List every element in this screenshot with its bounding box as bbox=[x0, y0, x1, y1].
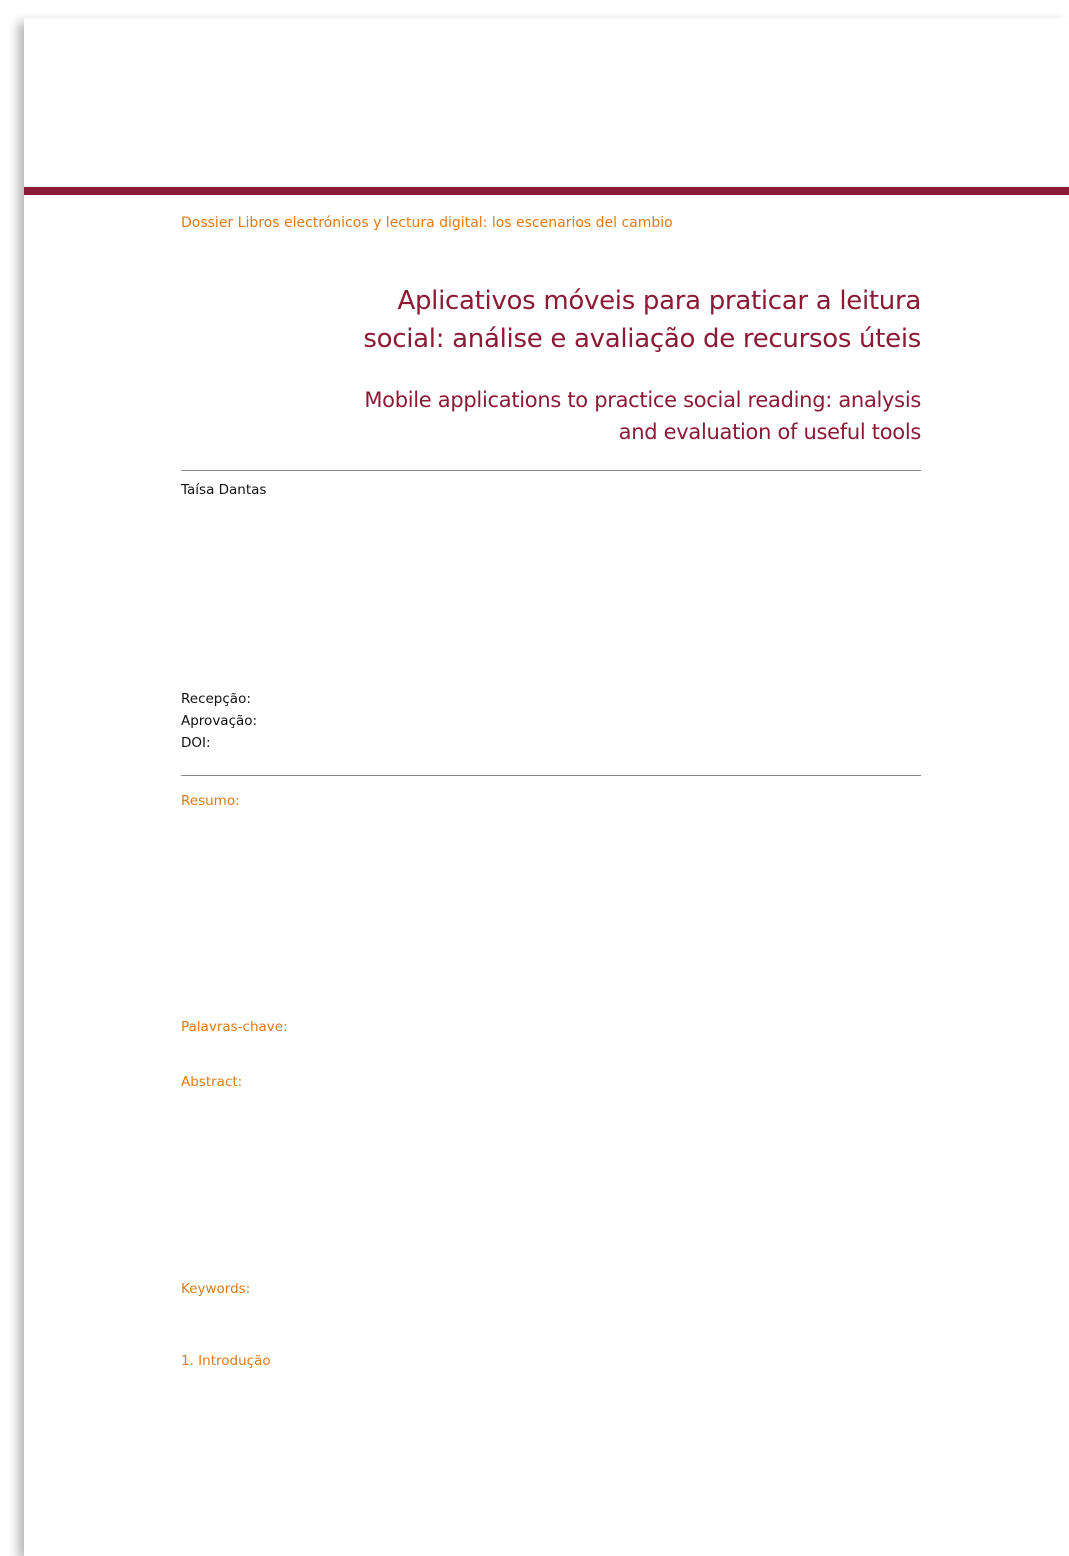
introduction-heading: 1. Introdução bbox=[181, 1353, 271, 1369]
author-name: Taísa Dantas bbox=[181, 482, 267, 498]
approval-label: Aprovação: bbox=[181, 713, 258, 729]
abstract-heading: Abstract: bbox=[181, 1074, 243, 1090]
reception-label: Recepção: bbox=[181, 691, 251, 707]
divider-top bbox=[181, 470, 921, 471]
document-page bbox=[24, 18, 1069, 1556]
title-pt-line-1: Aplicativos móveis para praticar a leitura bbox=[397, 286, 921, 316]
divider-bottom bbox=[181, 775, 921, 776]
keywords-en-heading: Keywords: bbox=[181, 1281, 251, 1297]
title-en-line-1: Mobile applications to practice social reading: analysis bbox=[364, 388, 921, 412]
summary-heading: Resumo: bbox=[181, 793, 240, 809]
title-en-line-2: and evaluation of useful tools bbox=[618, 420, 921, 444]
article-title-portuguese bbox=[321, 282, 921, 358]
dossier-label: Dossier Libros electrónicos y lectura digital: los escenarios del cambio bbox=[181, 215, 673, 231]
title-pt-line-2: social: análise e avaliação de recursos úteis bbox=[363, 324, 921, 354]
header-bar bbox=[24, 187, 1069, 195]
keywords-pt-heading: Palavras-chave: bbox=[181, 1019, 288, 1035]
article-title-english bbox=[281, 384, 921, 448]
doi-label: DOI: bbox=[181, 735, 211, 751]
